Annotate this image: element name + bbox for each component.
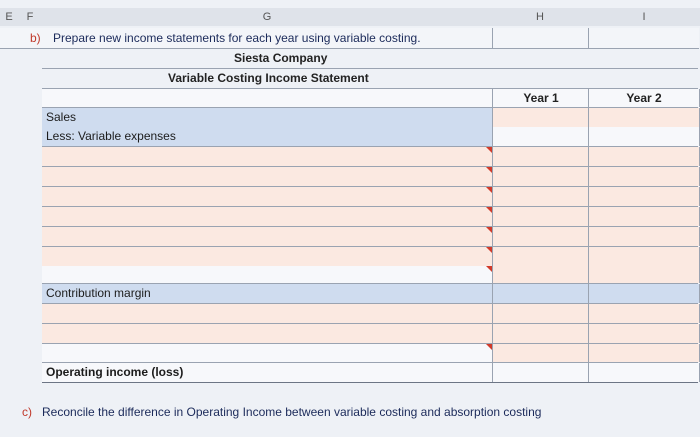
expense-year1-input-6[interactable] bbox=[492, 247, 589, 266]
year-1-header[interactable] bbox=[492, 89, 589, 107]
expense-input-row-1 bbox=[42, 147, 698, 167]
expense-year2-input-6[interactable] bbox=[588, 247, 700, 266]
fixed-year1-input-2[interactable] bbox=[492, 324, 589, 343]
fixed-label-input-2[interactable] bbox=[42, 324, 492, 343]
sales-label: Sales bbox=[46, 110, 77, 124]
operating-income-row bbox=[42, 363, 698, 383]
variable-expenses-label: Less: Variable expenses bbox=[46, 129, 176, 143]
expense-total-year2-input[interactable] bbox=[588, 266, 700, 283]
prompt-c-letter: c) bbox=[22, 405, 32, 419]
expense-year1-input-5[interactable] bbox=[492, 227, 589, 246]
expense-input-row-4 bbox=[42, 207, 698, 227]
contribution-margin-label: Contribution margin bbox=[46, 286, 151, 300]
expense-label-input-3[interactable] bbox=[42, 187, 492, 206]
column-header-g[interactable] bbox=[42, 8, 493, 26]
expense-input-row-2 bbox=[42, 167, 698, 187]
column-header-h-label: H bbox=[536, 11, 544, 23]
fixed-label-input-1[interactable] bbox=[42, 304, 492, 323]
sales-year1-input[interactable] bbox=[492, 108, 589, 127]
column-header-e-label: E bbox=[5, 11, 13, 23]
expense-year2-input-4[interactable] bbox=[588, 207, 700, 226]
expense-input-row-6 bbox=[42, 247, 698, 267]
expense-year1-input-2[interactable] bbox=[492, 167, 589, 186]
expense-year1-input-1[interactable] bbox=[492, 147, 589, 166]
expense-total-row bbox=[42, 266, 698, 284]
expense-total-year1-input[interactable] bbox=[492, 266, 589, 283]
sales-row bbox=[42, 108, 698, 128]
fixed-year2-input-1[interactable] bbox=[588, 304, 700, 323]
cell-i-prompt[interactable] bbox=[588, 28, 699, 49]
expense-year1-input-4[interactable] bbox=[492, 207, 589, 226]
prompt-c-row bbox=[0, 402, 700, 424]
year-header-row bbox=[42, 88, 698, 108]
prompt-b-text: Prepare new income statements for each year using variable costing. bbox=[53, 31, 421, 45]
variable-expenses-year2-cell[interactable] bbox=[588, 127, 700, 146]
variable-expenses-header-row bbox=[42, 127, 698, 147]
variable-expenses-label-cell[interactable] bbox=[42, 127, 496, 146]
expense-year1-input-3[interactable] bbox=[492, 187, 589, 206]
column-header-g-label: G bbox=[262, 11, 272, 23]
contribution-margin-label-cell[interactable] bbox=[42, 284, 496, 303]
company-name: Siesta Company bbox=[234, 51, 328, 65]
fixed-total-row bbox=[42, 344, 698, 363]
contribution-margin-row bbox=[42, 284, 698, 304]
expense-year2-input-5[interactable] bbox=[588, 227, 700, 246]
expense-input-row-5 bbox=[42, 227, 698, 247]
year-2-header[interactable] bbox=[588, 89, 700, 107]
column-header-e[interactable] bbox=[0, 8, 19, 26]
column-header-f-label: F bbox=[26, 11, 34, 23]
expense-year2-input-2[interactable] bbox=[588, 167, 700, 186]
year-header-label-cell[interactable] bbox=[42, 89, 492, 107]
operating-income-label: Operating income (loss) bbox=[46, 365, 184, 379]
fixed-total-year2-input[interactable] bbox=[588, 344, 700, 362]
statement-title-row bbox=[42, 69, 698, 88]
variable-expenses-year1-cell[interactable] bbox=[492, 127, 589, 146]
year-1-label: Year 1 bbox=[523, 91, 559, 105]
expense-label-input-5[interactable] bbox=[42, 227, 492, 246]
expense-label-input-6[interactable] bbox=[42, 247, 492, 266]
company-row bbox=[42, 49, 698, 69]
column-header-i[interactable] bbox=[588, 8, 700, 26]
year-2-label: Year 2 bbox=[626, 91, 662, 105]
fixed-total-year1-input[interactable] bbox=[492, 344, 589, 362]
operating-income-year1-input[interactable] bbox=[492, 363, 589, 382]
prompt-b-row bbox=[0, 28, 492, 49]
expense-label-input-4[interactable] bbox=[42, 207, 492, 226]
contribution-margin-year1-input[interactable] bbox=[492, 284, 589, 303]
fixed-total-label-cell[interactable] bbox=[42, 344, 492, 362]
operating-income-year2-input[interactable] bbox=[588, 363, 700, 382]
operating-income-label-cell[interactable] bbox=[42, 363, 496, 382]
fixed-input-row-1 bbox=[42, 304, 698, 324]
cell-h-prompt[interactable] bbox=[492, 28, 589, 49]
expense-label-input-2[interactable] bbox=[42, 167, 492, 186]
expense-label-input-1[interactable] bbox=[42, 147, 492, 166]
column-header-f[interactable] bbox=[18, 8, 43, 26]
fixed-year1-input-1[interactable] bbox=[492, 304, 589, 323]
contribution-margin-year2-input[interactable] bbox=[588, 284, 700, 303]
statement-title: Variable Costing Income Statement bbox=[168, 71, 369, 85]
fixed-input-row-2 bbox=[42, 324, 698, 344]
expense-input-row-3 bbox=[42, 187, 698, 207]
expense-total-label-cell[interactable] bbox=[42, 266, 492, 283]
expense-year2-input-3[interactable] bbox=[588, 187, 700, 206]
column-header-h[interactable] bbox=[492, 8, 589, 26]
prompt-b-letter: b) bbox=[30, 31, 41, 45]
expense-year2-input-1[interactable] bbox=[588, 147, 700, 166]
prompt-c-text: Reconcile the difference in Operating Income between variable costing and absorption costing bbox=[42, 405, 542, 419]
sales-year2-input[interactable] bbox=[588, 108, 700, 127]
column-header-i-label: I bbox=[642, 11, 646, 23]
sales-label-cell[interactable] bbox=[42, 108, 496, 127]
fixed-year2-input-2[interactable] bbox=[588, 324, 700, 343]
